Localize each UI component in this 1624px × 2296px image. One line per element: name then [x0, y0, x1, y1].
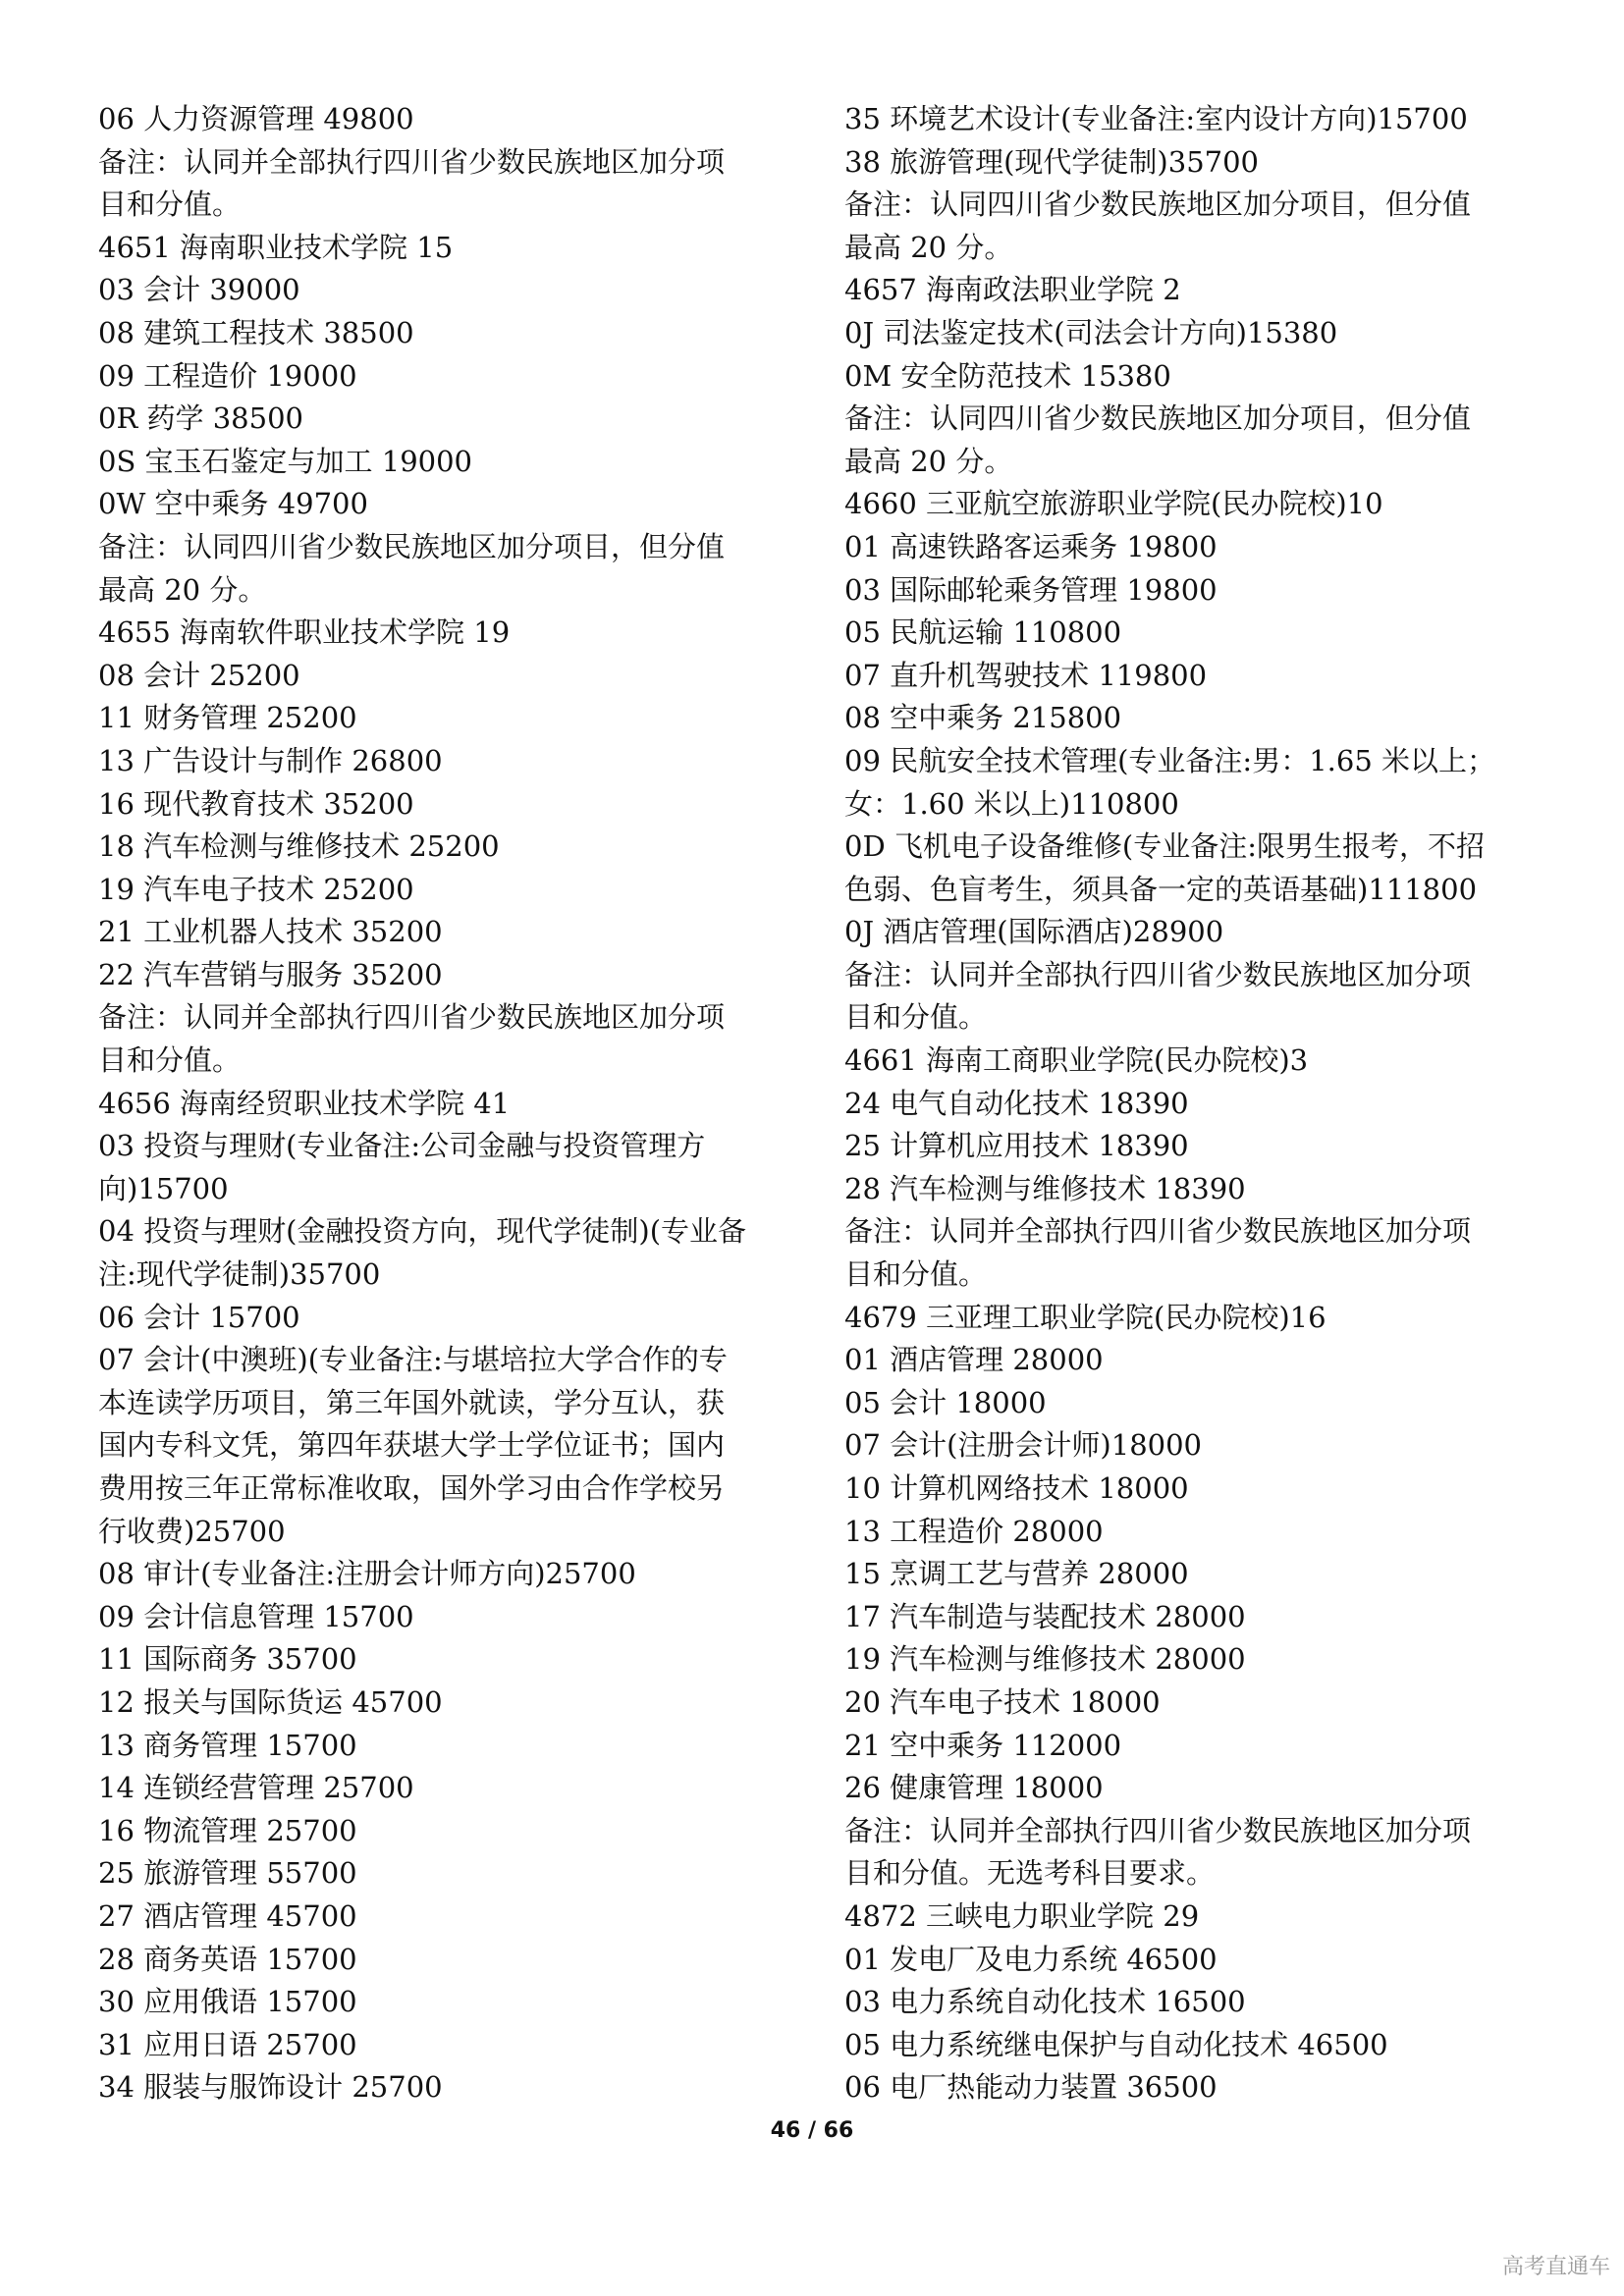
text-line: 35 环境艺术设计(专业备注:室内设计方向)15700: [844, 102, 1468, 135]
text-line: 11 财务管理 25200: [98, 701, 357, 735]
text-line: 备注：认同四川省少数民族地区加分项目，但分值: [844, 401, 1472, 436]
text-line: 38 旅游管理(现代学徒制)35700: [844, 144, 1260, 179]
text-line: 目和分值。: [844, 1000, 988, 1035]
text-line: 21 工业机器人技术 35200: [98, 915, 443, 949]
text-line: 备注：认同并全部执行四川省少数民族地区加分项: [98, 1000, 726, 1035]
text-line: 目和分值。: [98, 1043, 242, 1078]
text-line: 13 工程造价 28000: [844, 1514, 1104, 1548]
text-line: 25 旅游管理 55700: [98, 1856, 357, 1891]
text-line: 最高 20 分。: [98, 572, 267, 607]
text-line: 注:现代学徒制)35700: [98, 1257, 381, 1292]
text-line: 4656 海南经贸职业技术学院 41: [98, 1086, 511, 1120]
text-line: 18 汽车检测与维修技术 25200: [98, 829, 500, 864]
text-line: 4657 海南政法职业学院 2: [844, 273, 1181, 307]
left-column: [98, 98, 790, 2109]
text-line: 09 工程造价 19000: [98, 358, 357, 393]
page-number: 46 / 66: [770, 2118, 854, 2143]
text-line: 01 发电厂及电力系统 46500: [844, 1942, 1218, 1976]
text-line: 08 建筑工程技术 38500: [98, 315, 414, 349]
text-line: 01 高速铁路客运乘务 19800: [844, 529, 1218, 563]
text-line: 04 投资与理财(金融投资方向，现代学徒制)(专业备: [98, 1214, 747, 1249]
text-line: 11 国际商务 35700: [98, 1642, 357, 1677]
text-line: 备注：认同并全部执行四川省少数民族地区加分项: [844, 1214, 1472, 1249]
text-line: 目和分值。无选考科目要求。: [844, 1856, 1216, 1891]
text-line: 备注：认同四川省少数民族地区加分项目，但分值: [98, 529, 726, 563]
text-line: 4660 三亚航空旅游职业学院(民办院校)10: [844, 487, 1383, 521]
text-line: 34 服装与服饰设计 25700: [98, 2070, 443, 2105]
text-line: 06 会计 15700: [98, 1300, 300, 1334]
text-line: 4655 海南软件职业技术学院 19: [98, 615, 511, 650]
text-line: 08 空中乘务 215800: [844, 701, 1122, 735]
watermark-label: 高考直通车: [1501, 2255, 1610, 2279]
text-line: 行收费)25700: [98, 1514, 286, 1548]
text-line: 4651 海南职业技术学院 15: [98, 230, 454, 264]
text-line: 28 汽车检测与维修技术 18390: [844, 1171, 1246, 1205]
text-line: 0M 安全防范技术 15380: [844, 358, 1171, 393]
text-line: 19 汽车电子技术 25200: [98, 872, 414, 906]
text-line: 08 审计(专业备注:注册会计师方向)25700: [98, 1557, 636, 1591]
text-line: 0J 酒店管理(国际酒店)28900: [844, 915, 1224, 949]
text-line: 03 电力系统自动化技术 16500: [844, 1985, 1246, 2019]
text-line: 30 应用俄语 15700: [98, 1985, 357, 2019]
text-line: 最高 20 分。: [844, 444, 1013, 478]
text-line: 4872 三峡电力职业学院 29: [844, 1898, 1200, 1933]
text-line: 备注：认同并全部执行四川省少数民族地区加分项: [844, 1813, 1472, 1847]
text-line: 03 国际邮轮乘务管理 19800: [844, 572, 1218, 607]
text-line: 07 会计(中澳班)(专业备注:与堪培拉大学合作的专: [98, 1343, 728, 1377]
text-line: 27 酒店管理 45700: [98, 1898, 357, 1933]
text-line: 费用按三年正常标准收取，国外学习由合作学校另: [98, 1471, 726, 1505]
text-line: 色弱、色盲考生，须具备一定的英语基础)111800: [844, 872, 1478, 906]
text-line: 09 民航安全技术管理(专业备注:男：1.65 米以上；: [844, 743, 1495, 777]
text-line: 01 酒店管理 28000: [844, 1343, 1104, 1377]
text-line: 13 商务管理 15700: [98, 1728, 357, 1762]
text-line: 07 直升机驾驶技术 119800: [844, 658, 1208, 692]
text-line: 最高 20 分。: [844, 230, 1013, 264]
text-line: 05 民航运输 110800: [844, 615, 1122, 650]
text-line: 20 汽车电子技术 18000: [844, 1684, 1161, 1719]
text-line: 目和分值。: [844, 1257, 988, 1292]
text-line: 向)15700: [98, 1171, 229, 1205]
text-line: 本连读学历项目，第三年国外就读，学分互认，获: [98, 1385, 726, 1419]
text-line: 28 商务英语 15700: [98, 1942, 357, 1976]
text-line: 0R 药学 38500: [98, 401, 303, 436]
text-line: 0W 空中乘务 49700: [98, 487, 368, 521]
text-line: 国内专科文凭，第四年获堪大学士学位证书；国内: [98, 1428, 726, 1463]
text-line: 12 报关与国际货运 45700: [98, 1684, 443, 1719]
text-line: 09 会计信息管理 15700: [98, 1599, 414, 1633]
text-line: 03 投资与理财(专业备注:公司金融与投资管理方: [98, 1129, 706, 1163]
text-line: 19 汽车检测与维修技术 28000: [844, 1642, 1246, 1677]
text-line: 16 现代教育技术 35200: [98, 786, 414, 821]
text-line: 4679 三亚理工职业学院(民办院校)16: [844, 1300, 1326, 1334]
text-line: 0J 司法鉴定技术(司法会计方向)15380: [844, 315, 1338, 349]
text-line: 备注：认同四川省少数民族地区加分项目，但分值: [844, 187, 1472, 222]
text-line: 22 汽车营销与服务 35200: [98, 957, 443, 991]
text-line: 03 会计 39000: [98, 273, 300, 307]
text-line: 10 计算机网络技术 18000: [844, 1471, 1189, 1505]
text-line: 备注：认同并全部执行四川省少数民族地区加分项: [844, 957, 1472, 991]
text-line: 05 会计 18000: [844, 1385, 1047, 1419]
text-line: 17 汽车制造与装配技术 28000: [844, 1599, 1246, 1633]
text-line: 0S 宝玉石鉴定与加工 19000: [98, 444, 473, 478]
text-line: 备注：认同并全部执行四川省少数民族地区加分项: [98, 144, 726, 179]
text-line: 15 烹调工艺与营养 28000: [844, 1557, 1189, 1591]
text-line: 目和分值。: [98, 187, 242, 222]
text-line: 25 计算机应用技术 18390: [844, 1129, 1189, 1163]
text-line: 24 电气自动化技术 18390: [844, 1086, 1189, 1120]
text-line: 31 应用日语 25700: [98, 2027, 357, 2061]
text-line: 06 人力资源管理 49800: [98, 102, 414, 135]
text-line: 4661 海南工商职业学院(民办院校)3: [844, 1043, 1309, 1078]
text-line: 14 连锁经营管理 25700: [98, 1771, 414, 1805]
text-line: 07 会计(注册会计师)18000: [844, 1428, 1203, 1463]
right-column: [844, 98, 1537, 2109]
text-line: 26 健康管理 18000: [844, 1771, 1104, 1805]
text-line: 21 空中乘务 112000: [844, 1728, 1122, 1762]
text-line: 0D 飞机电子设备维修(专业备注:限男生报考，不招: [844, 829, 1486, 864]
text-line: 13 广告设计与制作 26800: [98, 743, 443, 777]
text-line: 06 电厂热能动力装置 36500: [844, 2070, 1218, 2105]
text-line: 05 电力系统继电保护与自动化技术 46500: [844, 2027, 1388, 2061]
text-line: 16 物流管理 25700: [98, 1813, 357, 1847]
text-line: 女：1.60 米以上)110800: [844, 786, 1179, 821]
text-line: 08 会计 25200: [98, 658, 300, 692]
